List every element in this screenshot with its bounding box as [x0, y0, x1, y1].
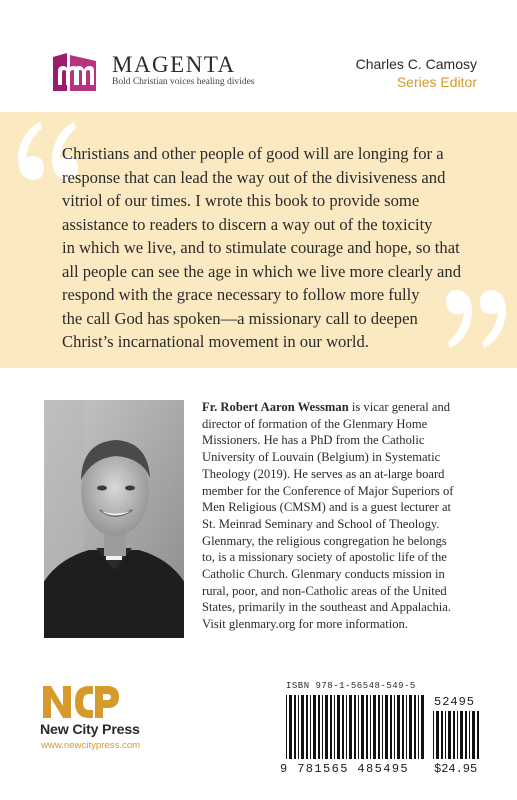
brand-name: MAGENTA	[112, 52, 236, 77]
quote-line: assistance to readers to discern a way out of the toxicity	[62, 214, 433, 234]
publisher-url: www.newcitypress.com	[41, 740, 141, 751]
author-bio-line: rural, poor, and non-Catholic areas of the United	[202, 583, 447, 598]
publisher-name: New City Press	[40, 722, 140, 738]
author-bio-text: is vicar general and	[348, 400, 451, 414]
price-barcode	[432, 711, 480, 759]
price-code: 52495	[434, 695, 476, 709]
magenta-logo-icon	[51, 51, 98, 93]
brand-tagline: Bold Christian voices healing divides	[112, 77, 255, 87]
header	[0, 0, 517, 112]
author-bio-line: member for the Conference of Major Superiors of	[202, 483, 454, 498]
price-text: $24.95	[434, 762, 478, 776]
author-bio-line: Theology (2019). He serves as an at-large board	[202, 466, 445, 481]
quote-line: in which we live, and to stimulate courage and hope, so that	[62, 238, 460, 257]
series-editor-role: Series Editor	[396, 74, 477, 90]
author-bio-line	[202, 399, 484, 416]
author-bio-line: Men Religious (CMSM) and is a guest lecturer at	[202, 500, 452, 515]
quote-text	[62, 142, 482, 354]
quote-line: Christians and other people of good will are longing for a	[62, 144, 444, 163]
quote-line: response that can lead the way out of the divisiveness and	[62, 167, 446, 187]
author-bio-line: director of formation of the Glenmary Home	[202, 416, 428, 431]
author-bio-line: Visit glenmary.org for more information.	[202, 617, 408, 632]
author-bio-line: University of Louvain (Belgium) in Systematic	[202, 450, 441, 465]
author-bio-line: Glenmary, the religious congregation he belongs	[202, 533, 447, 548]
author-bio	[202, 399, 484, 633]
isbn-text: ISBN 978-1-56548-549-5	[286, 681, 416, 691]
author-name: Fr. Robert Aaron Wessman	[202, 400, 349, 414]
author-bio-line: to, is a missionary society of apostolic life of the	[202, 550, 447, 565]
author-photo	[44, 400, 184, 638]
quote-line: the call God has spoken—a missionary call to deepen	[62, 308, 418, 328]
isbn-barcode	[285, 695, 425, 759]
barcode-digits: 9 781565 485495	[280, 762, 410, 776]
quote-line: Christ’s incarnational movement in our world.	[62, 332, 369, 351]
author-bio-line: St. Meinrad Seminary and School of Theology.	[202, 516, 440, 531]
quote-line: respond with the grace necessary to follow more fully	[62, 285, 420, 304]
author-bio-line: Missioners. He has a PhD from the Catholic	[202, 433, 425, 448]
series-editor-name: Charles C. Camosy	[355, 56, 477, 72]
quote-line: all people can see the age in which we live more clearly and	[62, 261, 461, 281]
quote-line: vitriol of our times. I wrote this book to provide some	[62, 191, 420, 210]
new-city-press-logo-icon	[41, 682, 121, 720]
author-bio-line: Catholic Church. Glenmary conducts mission in	[202, 567, 445, 582]
author-bio-line: States, primarily in the southeast and Appalachia.	[202, 600, 452, 615]
